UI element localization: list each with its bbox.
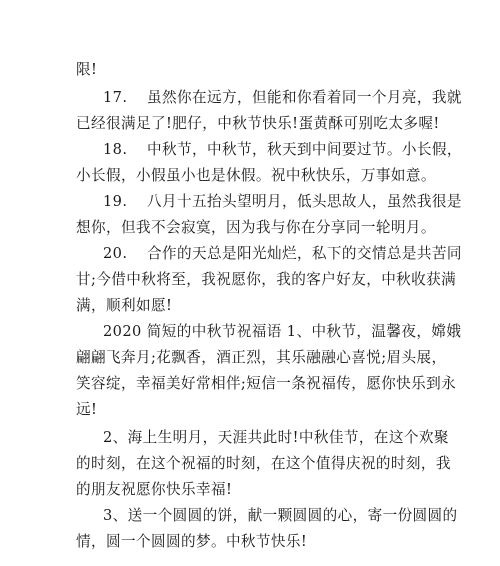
text-line: 笑容绽，幸福美好常相伴;短信一条祝福传，愿你快乐到永 — [76, 375, 457, 392]
item-number: 18. — [103, 141, 128, 158]
text-line: 翩翩飞奔月;花飘香，酒正烈，其乐融融心喜悦;眉头展， — [76, 349, 447, 366]
text-line: 虽然你在远方，但能和你看着同一个月亮，我就 — [147, 89, 462, 106]
text-line: 情，圆一个圆圆的梦。中秋节快乐! — [76, 533, 308, 550]
text-line: 3、送一个圆圆的饼，献一颗圆圆的心，寄一份圆圆的 — [103, 507, 458, 524]
text-line: 想你，但我不会寂寞，因为我与你在分享同一轮明月。 — [76, 219, 436, 236]
text-line: 限! — [76, 61, 98, 78]
paragraph-18-first-line — [103, 140, 462, 160]
paragraph-20-first-line — [103, 244, 462, 264]
text-line: 2、海上生明月，天涯共此时!中秋佳节，在这个欢聚 — [103, 429, 449, 446]
text-line: 的朋友祝愿你快乐幸福! — [76, 481, 233, 498]
text-line: 满，顺利如愿! — [76, 297, 173, 314]
text-line: 2020 简短的中秋节祝福语 1、中秋节，温馨夜，嫦娥 — [103, 323, 462, 340]
text-line: 已经很满足了!肥仔，中秋节快乐!蛋黄酥可别吃太多喔! — [76, 115, 440, 132]
item-number: 19. — [103, 193, 128, 210]
text-line: 的时刻，在这个祝福的时刻，在这个值得庆祝的时刻，我 — [76, 455, 451, 472]
item-number: 20. — [103, 245, 128, 262]
text-line: 八月十五抬头望明月，低头思故人，虽然我很是 — [147, 193, 462, 210]
paragraph-17-first-line — [103, 88, 462, 108]
paragraph-19-first-line — [103, 192, 462, 212]
text-line: 远! — [76, 401, 98, 418]
item-number: 17. — [103, 89, 128, 106]
text-line: 小长假，小假虽小也是休假。祝中秋快乐，万事如意。 — [76, 167, 436, 184]
text-line: 甘;今借中秋将至，我祝愿你，我的客户好友，中秋收获满 — [76, 271, 457, 288]
text-line: 中秋节，中秋节，秋天到中间要过节。小长假， — [147, 141, 462, 158]
text-line: 合作的天总是阳光灿烂，私下的交情总是共苦同 — [147, 245, 462, 262]
